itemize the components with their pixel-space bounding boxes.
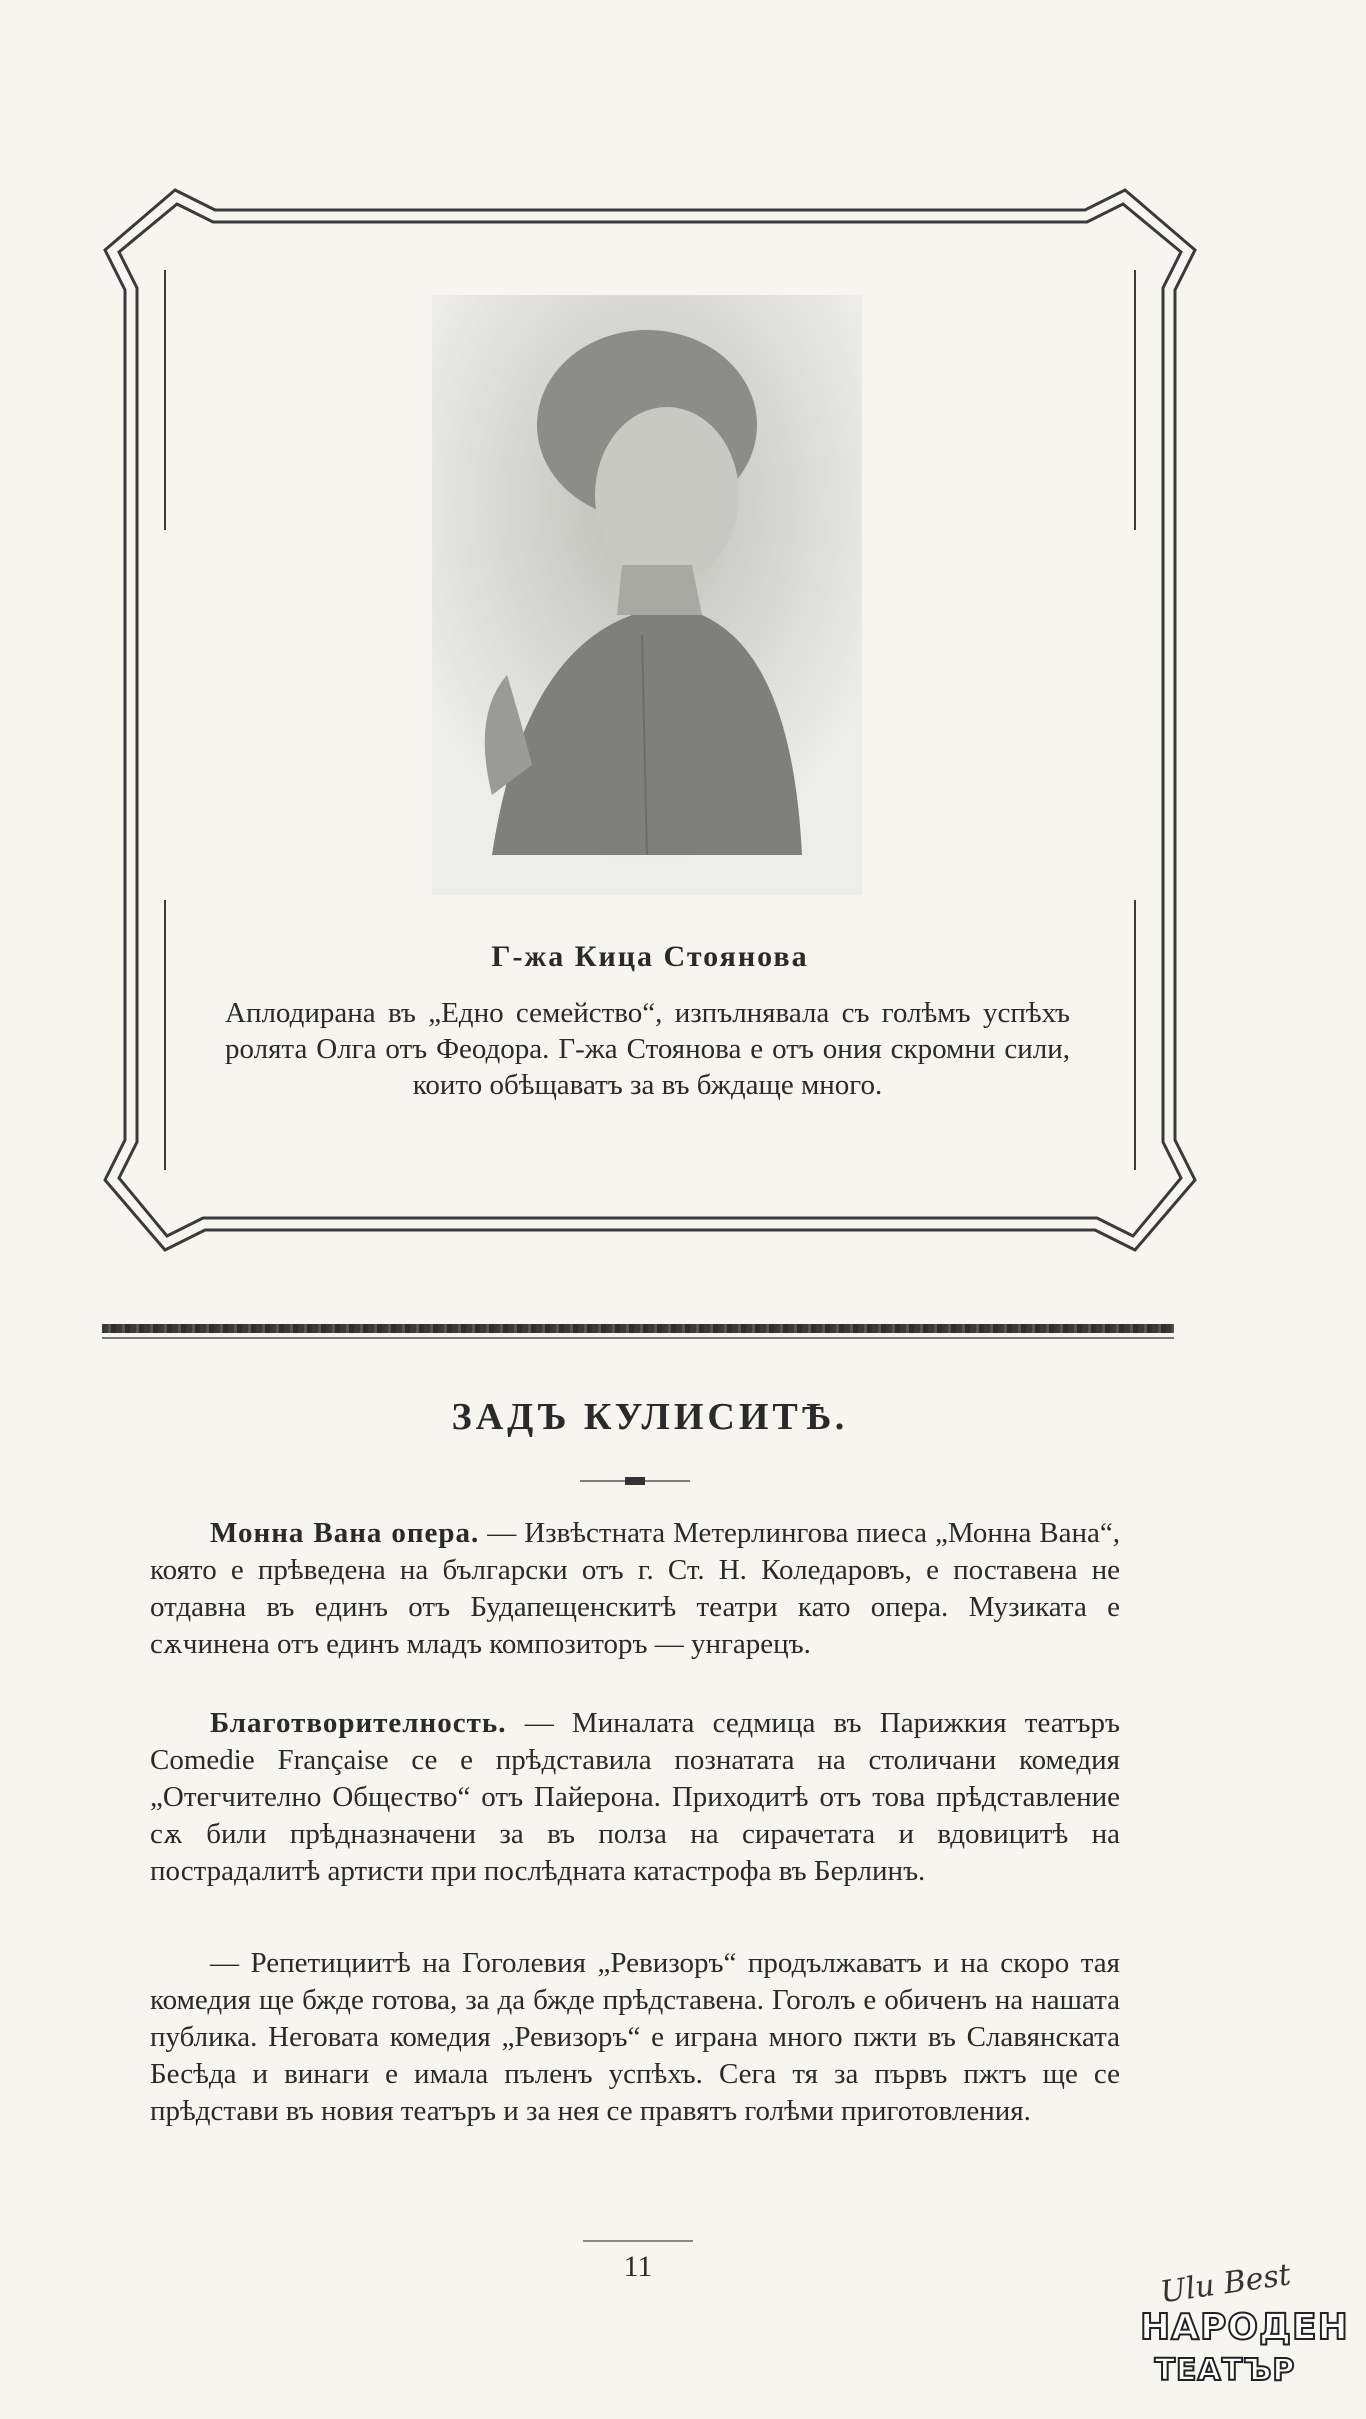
stamp-signature: Ulu Best <box>1158 2257 1293 2311</box>
section-title: ЗАДЪ КУЛИСИТѢ. <box>451 1396 849 1438</box>
article-text: — Извѣстната Метерлингова пиеса „Монна Вана“, която е прѣведена на български отъ г. Ст. Н. Коледаровъ, е поставена не отдавна въ единъ отъ Будапещенскитѣ театри като опера. Музиката е сѫчинена отъ единъ младъ композиторъ — унгарецъ. <box>150 1517 1120 1660</box>
portrait-name: Г-жа Кица Стоянова <box>491 940 809 973</box>
theatre-stamp <box>1140 2257 1349 2395</box>
portrait-photo <box>432 295 862 895</box>
section-divider-thin <box>102 1337 1174 1339</box>
article-revizor <box>150 1945 1120 2130</box>
article-text: — Миналата седмица въ Парижкия театъръ Comedie Française се е прѣдставила познатата на столичани комедия „Отегчително Общество“ отъ Пайерона. Приходитѣ отъ това прѣдставление сѫ били прѣдназначени за въ полза на сирачетата и вдовицитѣ на пострадалитѣ артисти при послѣдната катастрофа въ Берлинъ. <box>150 1707 1120 1887</box>
article-lead: Монна Вана опера. <box>210 1517 480 1549</box>
article-lead: Благотворителность. <box>210 1707 507 1739</box>
article-text: — Репетициитѣ на Гоголевия „Ревизоръ“ продължаватъ и на скоро тая комедия ще бжде готова, за да бжде прѣдставена. Гоголъ е обиченъ на нашата публика. Неговата комедия „Ревизоръ“ е играна много пжти въ Славянската Бесѣда и винаги е имала пъленъ успѣхъ. Сега тя за първъ пжтъ ще се прѣдстави въ новия театъръ и за нея се правятъ голѣми приготовления. <box>150 1947 1120 2127</box>
stamp-line-1: НАРОДЕН <box>1140 2307 1349 2348</box>
article-charity <box>150 1705 1120 1890</box>
stamp-line-2: ТЕАТЪР <box>1154 2353 1296 2388</box>
portrait-description: Аплодирана въ „Едно семейство“, изпълнявала съ голѣмъ успѣхъ ролята Олга отъ Феодора. Г-жа Стоянова е отъ ония скромни сили, които обѣщаватъ за въ бждаще много. <box>225 997 1070 1101</box>
page-number: 11 <box>623 2250 653 2283</box>
title-ornament <box>580 1475 690 1487</box>
section-divider <box>102 1324 1174 1333</box>
page-number-rule <box>583 2240 693 2242</box>
article-monna-vana <box>150 1515 1120 1663</box>
